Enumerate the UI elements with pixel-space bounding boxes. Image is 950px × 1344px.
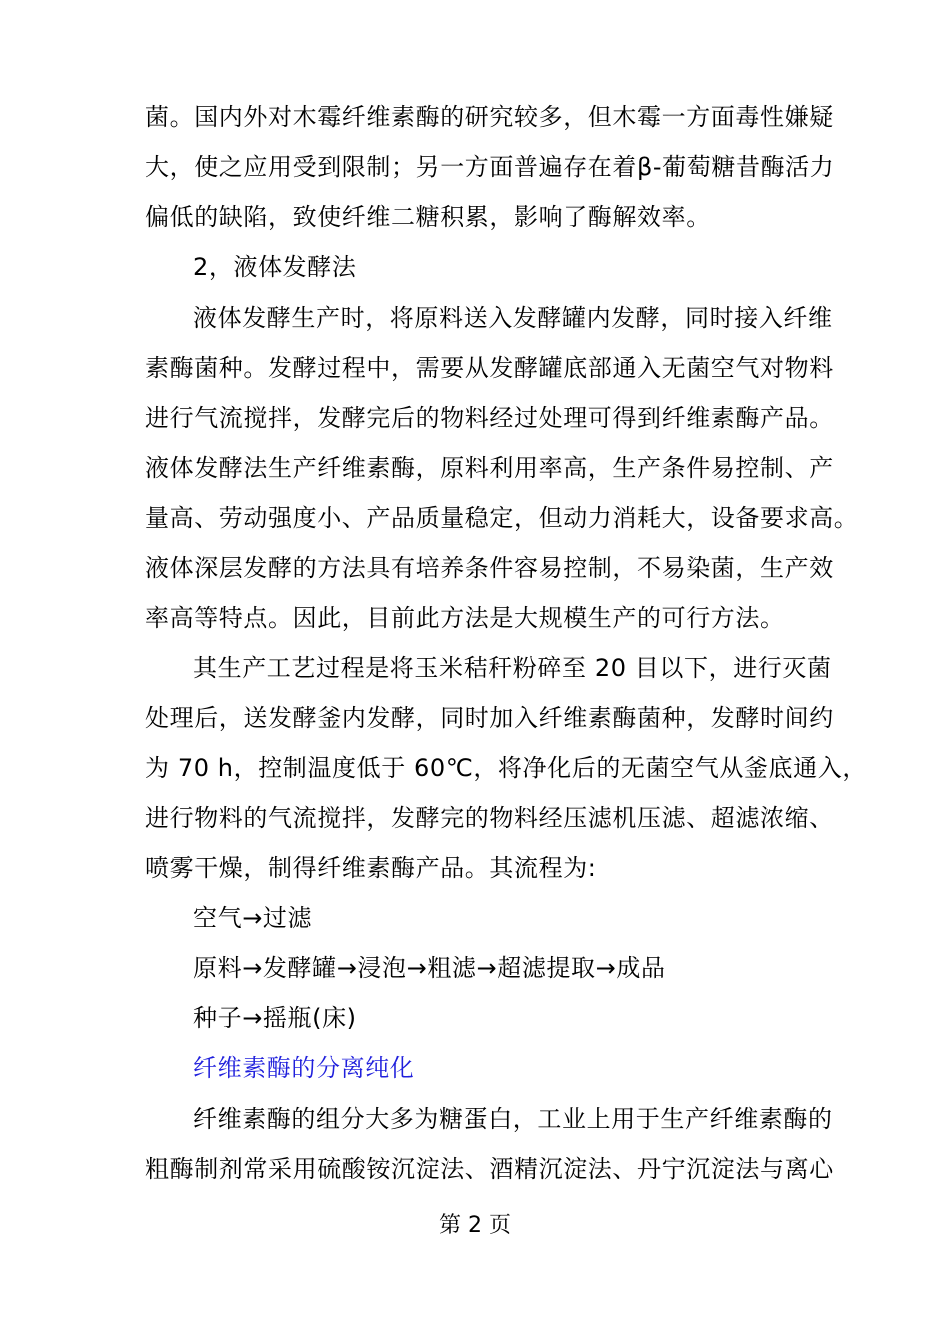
body-text-line: 液体发酵法生产纤维素酶，原料利用率高，生产条件易控制、产 [145,454,834,482]
body-text-line: 进行气流搅拌，发酵完后的物料经过处理可得到纤维素酶产品。 [145,404,834,432]
body-text-line: 菌。国内外对木霉纤维素酶的研究较多，但木霉一方面毒性嫌疑 [145,103,834,131]
body-text-line: 进行物料的气流搅拌，发酵完的物料经压滤机压滤、超滤浓缩、 [145,804,834,832]
body-text-line: 大，使之应用受到限制；另一方面普遍存在着β-葡萄糖昔酶活力 [145,153,835,181]
body-text-line: 为 70 h，控制温度低于 60℃，将净化后的无菌空气从釜底通入， [145,754,867,782]
flow-line-material: 原料→发酵罐→浸泡→粗滤→超滤提取→成品 [193,954,666,982]
body-text-line: 量高、劳动强度小、产品质量稳定，但动力消耗大，设备要求高。 [145,504,859,532]
paragraph-first-line: 其生产工艺过程是将玉米秸秆粉碎至 20 目以下，进行灭菌 [193,654,832,682]
section-heading-link[interactable]: 纤维素酶的分离纯化 [193,1054,415,1082]
body-text-line: 偏低的缺陷，致使纤维二糖积累，影响了酶解效率。 [145,203,711,231]
paragraph-first-line: 纤维素酶的组分大多为糖蛋白，工业上用于生产纤维素酶的 [193,1105,833,1133]
subsection-heading: 2，液体发酵法 [193,253,357,281]
paragraph-first-line: 液体发酵生产时，将原料送入发酵罐内发酵，同时接入纤维 [193,304,833,332]
body-text-line: 液体深层发酵的方法具有培养条件容易控制，不易染菌，生产效 [145,554,834,582]
flow-line-air: 空气→过滤 [193,904,313,932]
body-text-line: 率高等特点。因此，目前此方法是大规模生产的可行方法。 [145,604,785,632]
body-text-line: 素酶菌种。发酵过程中，需要从发酵罐底部通入无菌空气对物料 [145,354,834,382]
body-text-line: 粗酶制剂常采用硫酸铵沉淀法、酒精沉淀法、丹宁沉淀法与离心 [145,1155,834,1183]
body-text-line: 处理后，送发酵釜内发酵，同时加入纤维素酶菌种，发酵时间约 [145,704,834,732]
body-text-line: 喷雾干燥，制得纤维素酶产品。其流程为: [145,854,597,882]
flow-line-seed: 种子→摇瓶(床) [193,1004,357,1032]
page-number-footer: 第 2 页 [439,1213,511,1238]
